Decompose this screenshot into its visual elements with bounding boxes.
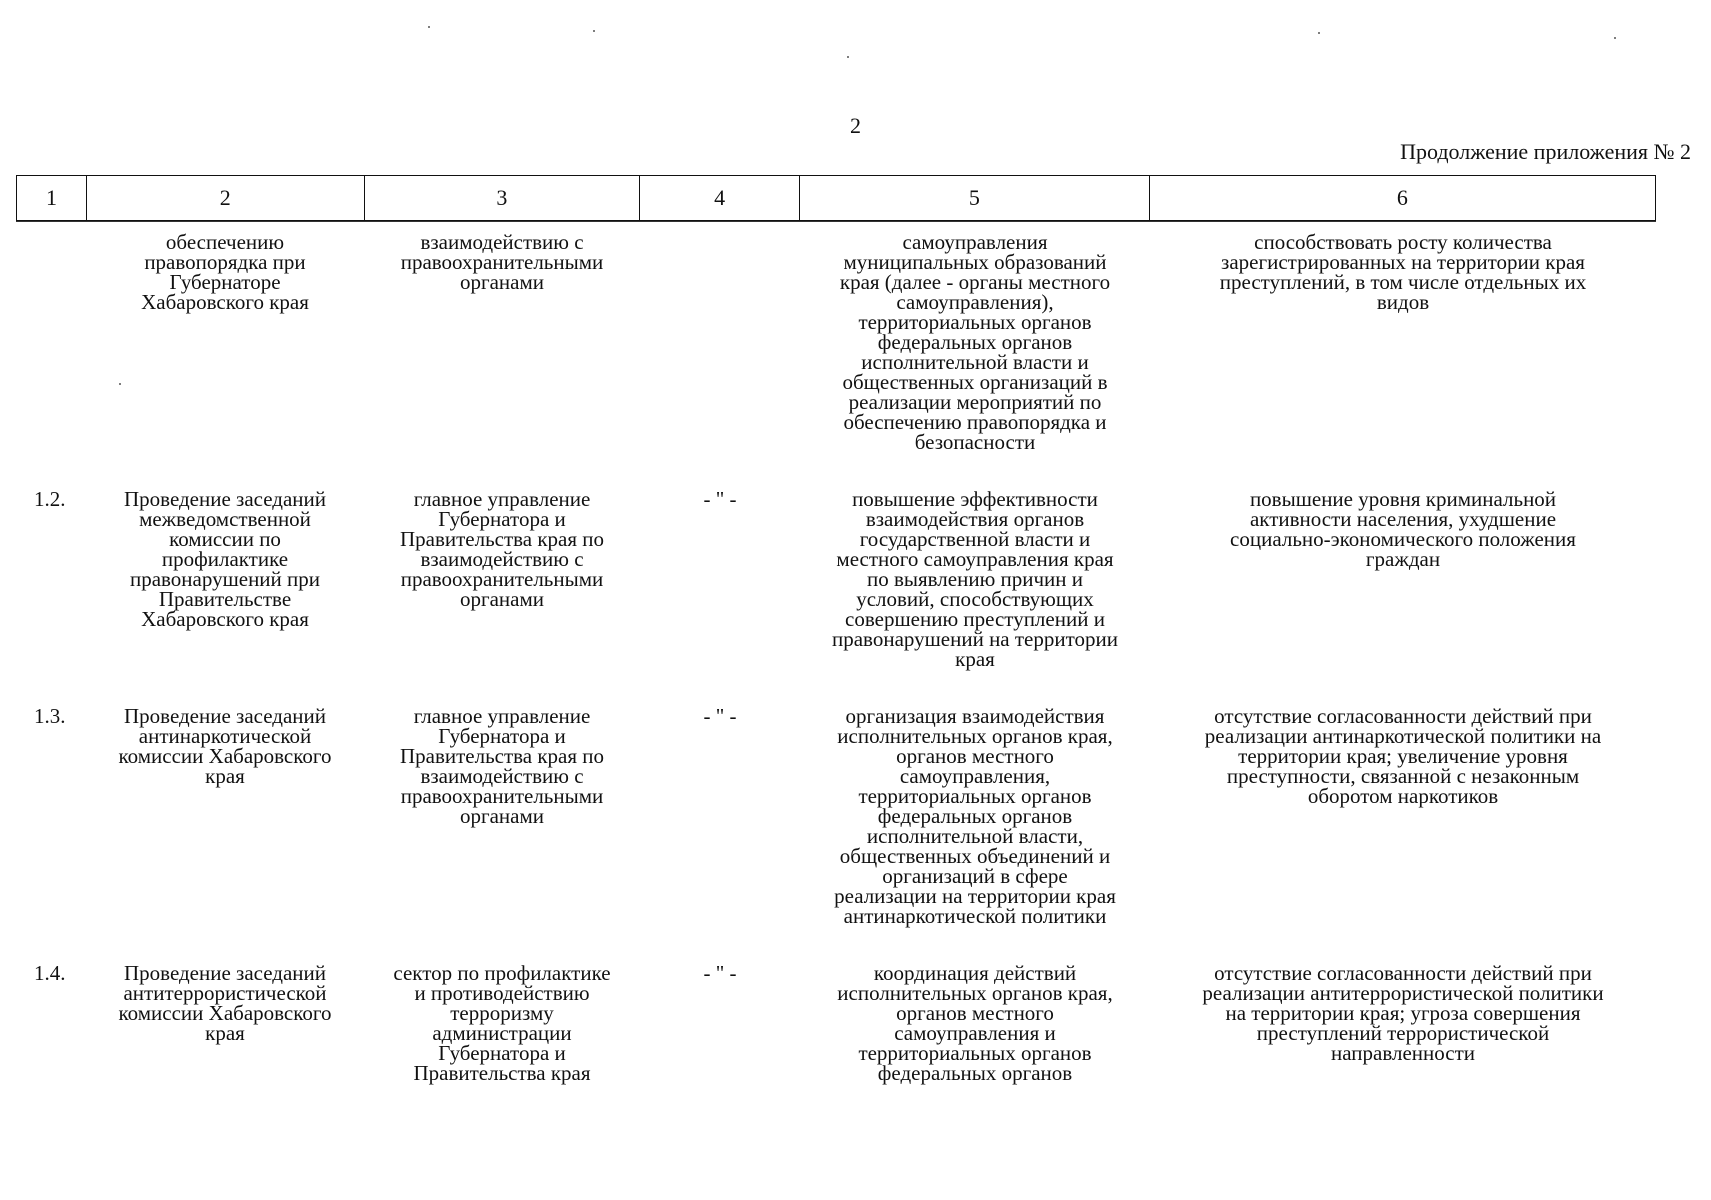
responsible-executor: взаимодействию с правоохранительными органами (400, 230, 604, 294)
column-header-2: 2 (87, 176, 365, 220)
event-name: Проведение заседаний антинаркотической комиссии Хабаровского края (118, 704, 332, 788)
column-header-6: 6 (1396, 185, 1408, 210)
column-header-1: 1 (17, 176, 87, 220)
table-row (16, 706, 1656, 926)
table-header-bottom-rule (16, 221, 1656, 222)
expected-result: координация действий исполнительных органов края, органов местного самоуправления и территориальных органов федеральных органов (837, 961, 1113, 1085)
scan-speck (1318, 32, 1320, 34)
column-header-4: 4 (640, 176, 800, 220)
non-implementation-consequence: способствовать росту количества зарегистрированных на территории края преступлений, в том числе отдельных их видов (1219, 230, 1587, 314)
event-name: Проведение заседаний антитеррористической комиссии Хабаровского края (118, 961, 332, 1045)
responsible-executor: сектор по профилактике и противодействию терроризму администрации Губернатора и Правительства края (393, 961, 611, 1085)
table-row (16, 963, 1656, 1083)
expected-result: повышение эффективности взаимодействия органов государственной власти и местного самоуправления края по выявлению причин и условий, способствующих совершению преступлений и правонарушений на территории края (832, 487, 1118, 671)
table-row (16, 232, 1656, 452)
event-name: обеспечению правопорядка при Губернаторе Хабаровского края (141, 230, 309, 314)
row-number: 1.4. (34, 961, 66, 985)
execution-term (640, 232, 800, 452)
appendix-continuation-label: Продолжение приложения № 2 (1400, 139, 1691, 164)
table-header (16, 175, 1656, 221)
scan-speck (428, 26, 430, 28)
non-implementation-consequence: отсутствие согласованности действий при реализации антитеррористической политики на территории края; угроза совершения преступлений террористической направленности (1202, 961, 1604, 1065)
row-number: 1.3. (34, 704, 66, 728)
scan-speck (593, 30, 595, 32)
scan-speck (119, 383, 121, 385)
responsible-executor: главное управление Губернатора и Правительства края по взаимодействию с правоохранительными органами (399, 704, 605, 828)
row-number (16, 232, 86, 452)
responsible-executor: главное управление Губернатора и Правительства края по взаимодействию с правоохранительными органами (399, 487, 605, 611)
row-number: 1.2. (34, 487, 66, 511)
page-number: 2 (850, 113, 861, 138)
column-header-3: 3 (365, 176, 641, 220)
column-header-5: 5 (800, 176, 1150, 220)
scan-speck (847, 56, 849, 58)
event-name: Проведение заседаний межведомственной комиссии по профилактике правонарушений при Правительстве Хабаровского края (123, 487, 326, 631)
non-implementation-consequence: повышение уровня криминальной активности населения, ухудшение социально-экономического положения граждан (1230, 487, 1576, 571)
expected-result: организация взаимодействия исполнительных органов края, органов местного самоуправления, территориальных органов федеральных органов исполнительной власти, общественных объединений и организаций в сфере реализации на территории края антинаркотической политики (834, 704, 1116, 928)
non-implementation-consequence: отсутствие согласованности действий при реализации антинаркотической политики на территории края; увеличение уровня преступности, связанной с незаконным оборотом наркотиков (1204, 704, 1602, 808)
scan-speck (1614, 37, 1616, 39)
expected-result: самоуправления муниципальных образований края (далее - органы местного самоуправления), территориальных органов федеральных органов исполнительной власти и общественных организаций в реализации мероприятий по обеспечению правопорядка и безопасности (839, 230, 1111, 454)
table-row (16, 489, 1656, 669)
execution-term: - " - (703, 961, 737, 985)
execution-term: - " - (703, 487, 737, 511)
execution-term: - " - (703, 704, 737, 728)
